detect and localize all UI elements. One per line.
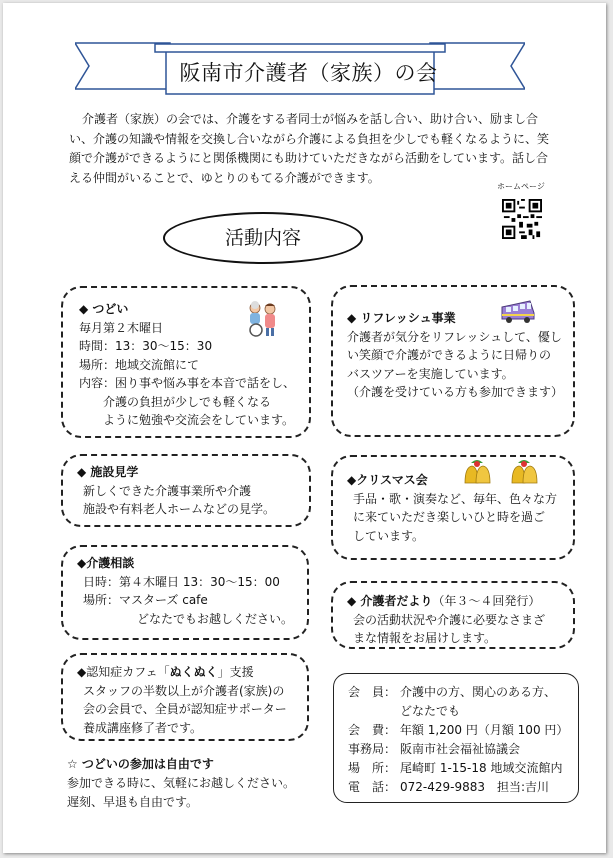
christmas-bell-icon xyxy=(506,457,542,489)
card-tsudoi-heading: ◆ つどい xyxy=(79,302,129,316)
info-label: 場 所： xyxy=(348,761,397,775)
card-line: 場所：地域交流館にて xyxy=(79,357,200,372)
card-line: 養成講座修了者です。 xyxy=(83,720,203,735)
card-line: い笑顔で介護ができるように日帰りの xyxy=(347,348,552,362)
info-row xyxy=(348,778,568,797)
info-value: 尾崎町 1-15-18 地域交流館内 xyxy=(400,761,563,775)
card-line: 介護の負担が少しでも軽くなる xyxy=(103,394,272,409)
homepage-label: ホームページ xyxy=(497,182,545,191)
card-line: 毎月第２木曜日 xyxy=(79,320,164,335)
card-line: 内容：困り事や悩み事を本音で話をし、 xyxy=(79,376,296,390)
card-line: 日時：第４木曜日 13：30～15：00 xyxy=(83,574,280,589)
info-value: 阪南市社会福祉協議会 xyxy=(400,742,521,756)
card-line: しています。 xyxy=(353,528,425,543)
card-christmas-heading: ◆クリスマス会 xyxy=(347,473,428,487)
card-consultation-heading: ◆介護相談 xyxy=(77,556,135,570)
membership-info-box xyxy=(333,673,579,803)
card-facility-heading: ◆ 施設見学 xyxy=(77,465,139,479)
caregiver-wheelchair-icon xyxy=(243,301,281,337)
info-value[interactable]: 072-429-9883 担当:吉川 xyxy=(400,780,550,794)
info-label xyxy=(348,702,400,721)
info-label: 会 費： xyxy=(348,723,397,737)
info-value: 介護中の方、関心のある方、 xyxy=(400,685,557,699)
card-line: 時間：13：30～15：30 xyxy=(79,339,213,353)
info-label: 電 話： xyxy=(348,780,397,794)
info-row xyxy=(348,721,568,740)
card-refresh xyxy=(331,285,575,437)
card-line: バスツアーを実施しています。 xyxy=(347,366,514,381)
card-cafe-heading-pre: ◆認知症カフェ「 xyxy=(77,665,170,679)
card-facility-visit xyxy=(61,454,311,527)
info-row xyxy=(348,759,568,778)
info-row xyxy=(348,683,568,702)
card-line: 会の会員で、全員が認知症サポーター xyxy=(83,702,287,716)
flyer-page xyxy=(3,3,606,853)
card-line: どなたでもお越しください。 xyxy=(137,611,294,626)
card-newsletter-frequency: （年３～４回発行） xyxy=(432,594,541,608)
card-line: （介護を受けている方も参加できます） xyxy=(347,385,564,399)
card-line: 場所：マスターズ cafe xyxy=(83,593,208,607)
card-cafe-heading-post: 」支援 xyxy=(217,665,254,679)
page-title: 阪南市介護者（家族）の会 xyxy=(179,61,438,85)
note-line: 遅刻、早退も自由です。 xyxy=(67,795,199,809)
card-line: ように勉強や交流会をしています。 xyxy=(103,413,295,427)
info-label: 会 員： xyxy=(348,685,397,699)
info-row xyxy=(348,702,568,721)
card-line: 新しくできた介護事業所や介護 xyxy=(83,483,252,498)
card-refresh-heading: ◆ リフレッシュ事業 xyxy=(347,311,456,325)
card-line: スタッフの半数以上が介護者(家族)の xyxy=(83,683,285,698)
card-newsletter xyxy=(331,581,575,649)
card-newsletter-heading: ◆ 介護者だより xyxy=(347,594,433,608)
card-line: まな情報をお届けします。 xyxy=(353,631,497,645)
free-participation-note xyxy=(67,755,327,812)
card-line: 手品・歌・演奏など、毎年、色々な方 xyxy=(353,491,558,506)
section-title-activities: 活動内容 xyxy=(163,212,363,264)
free-participation-heading: ☆ つどいの参加は自由です xyxy=(67,757,214,771)
qr-code-icon[interactable] xyxy=(502,199,542,239)
card-line: 会の活動状況や介護に必要なさまざ xyxy=(353,612,546,627)
card-dementia-cafe xyxy=(61,653,309,741)
intro-paragraph: 介護者（家族）の会では、介護をする者同士が悩みを話し合い、助け合い、励まし合い、介護の知識や情報を交換し合いながら介護による負担を少しでも軽くなるように、笑顔で介護ができるようにと関係機関にも助けていただきながら活動をしています。話し合える仲間がいることで、ゆとりのもてる介護ができます。 xyxy=(69,112,550,185)
card-line: に来ていただき楽しいひと時を過ご xyxy=(353,510,546,524)
card-care-consultation xyxy=(61,545,309,640)
card-line: 介護者が気分をリフレッシュして、優し xyxy=(347,329,562,344)
card-cafe-name: ぬくぬく xyxy=(169,665,218,679)
bus-icon xyxy=(500,299,536,325)
info-label: 事務局： xyxy=(348,742,397,756)
info-value: どなたでも xyxy=(400,704,461,718)
card-line: 施設や有料老人ホームなどの見学。 xyxy=(83,502,276,516)
info-value: 年額 1,200 円（月額 100 円） xyxy=(399,723,569,737)
info-row xyxy=(348,740,568,759)
note-line: 参加できる時に、気軽にお越しください。 xyxy=(67,776,296,790)
christmas-bell-icon xyxy=(459,457,495,489)
